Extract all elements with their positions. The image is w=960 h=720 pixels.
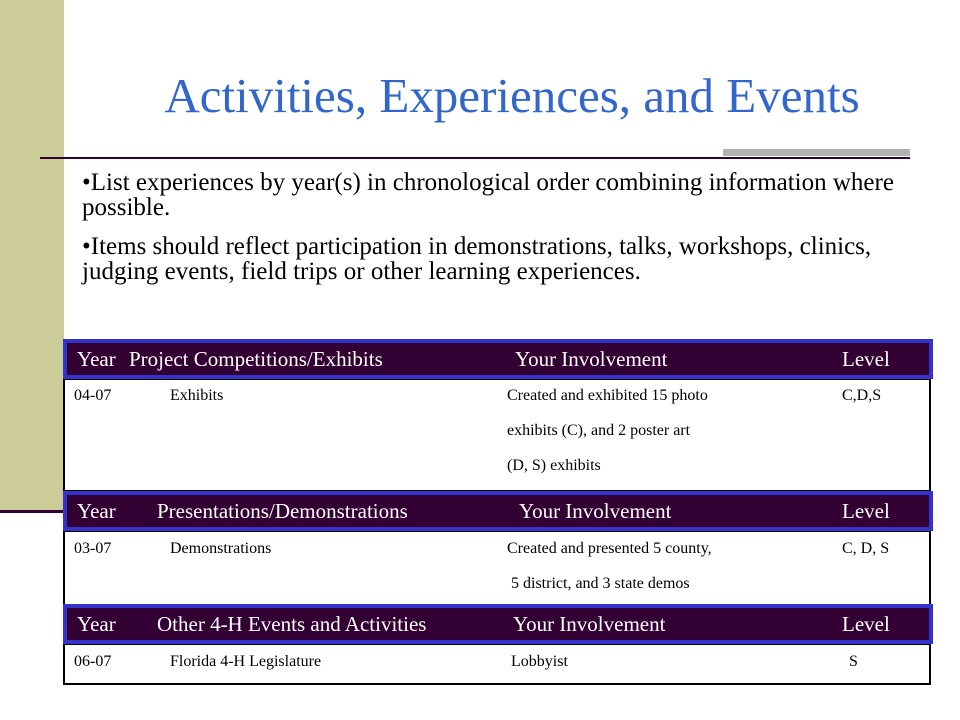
- row-item: Demonstrations: [170, 540, 272, 557]
- header-category: Project Competitions/Exhibits: [129, 347, 383, 371]
- table-header-events: [63, 604, 933, 644]
- header-level: Level: [842, 347, 890, 371]
- header-level: Level: [842, 612, 890, 636]
- row-involvement-line: 5 district, and 3 state demos: [507, 575, 690, 592]
- side-accent-line: [0, 510, 64, 513]
- slide-title: Activities, Experiences, and Events: [164, 68, 860, 123]
- header-category: Presentations/Demonstrations: [157, 499, 408, 523]
- row-involvement-line: exhibits (C), and 2 poster art: [507, 422, 691, 439]
- header-year: Year: [77, 612, 116, 636]
- header-involvement: Your Involvement: [513, 612, 666, 636]
- table-header-exhibits: [63, 339, 933, 379]
- row-level: S: [849, 653, 858, 670]
- row-item: Exhibits: [170, 387, 224, 404]
- title-rule-accent: [723, 149, 910, 156]
- header-category: Other 4-H Events and Activities: [157, 612, 427, 636]
- row-level: C,D,S: [842, 387, 882, 404]
- row-involvement-line: Created and exhibited 15 photo: [507, 387, 708, 404]
- header-involvement: Your Involvement: [515, 347, 668, 371]
- row-year: 04-07: [74, 387, 112, 404]
- bullet-item: •Items should reflect participation in demonstrations, talks, workshops, clinics, judging events, field trips or other learning experiences.: [82, 233, 872, 285]
- row-involvement-line: (D, S) exhibits: [507, 457, 601, 474]
- header-year: Year: [77, 499, 116, 523]
- table-header-demonstrations: [63, 491, 933, 531]
- row-involvement-line: Created and presented 5 county,: [507, 540, 712, 557]
- row-year: 03-07: [74, 540, 112, 557]
- title-rule: [40, 157, 910, 159]
- header-involvement: Your Involvement: [519, 499, 672, 523]
- row-level: C, D, S: [842, 540, 890, 557]
- bullet-list: [82, 170, 912, 294]
- bullet-item: •List experiences by year(s) in chronological order combining information where possible.: [82, 169, 894, 221]
- row-year: 06-07: [74, 653, 112, 670]
- header-level: Level: [842, 499, 890, 523]
- header-year: Year: [77, 347, 116, 371]
- row-item: Florida 4-H Legislature: [170, 653, 322, 670]
- row-involvement-line: Lobbyist: [511, 653, 568, 670]
- side-accent-bar: [0, 0, 64, 512]
